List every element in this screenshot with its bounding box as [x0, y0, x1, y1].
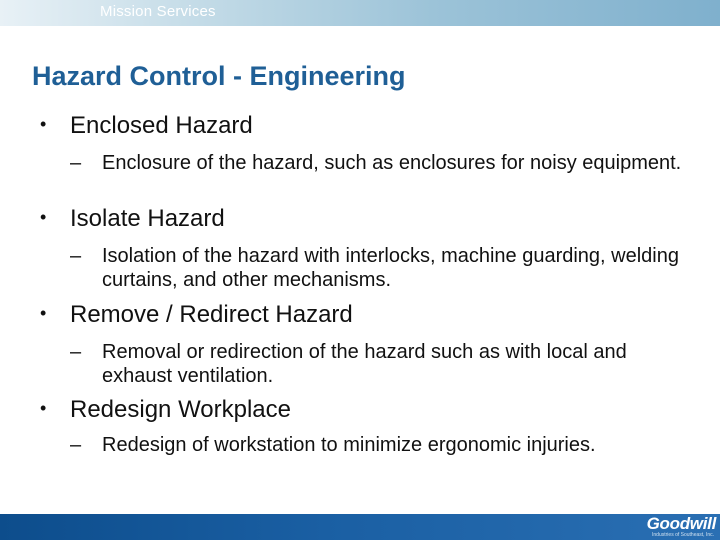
sub-item-isolate-hazard: [70, 244, 690, 292]
logo-wordmark: Goodwill: [646, 514, 716, 533]
bullet-marker: •: [40, 207, 47, 227]
bullet-item-remove-redirect-hazard: [40, 301, 353, 329]
bullet-item-isolate-hazard: [40, 205, 225, 233]
sub-marker: –: [70, 152, 82, 174]
sub-marker: –: [70, 341, 82, 363]
sub-text: Redesign of workstation to minimize ergonomic injuries.: [102, 434, 596, 456]
header-bar: [0, 0, 720, 26]
sub-item-enclosed-hazard: [70, 151, 690, 175]
footer-bar: [0, 514, 720, 540]
sub-text: Enclosure of the hazard, such as enclosures for noisy equipment.: [102, 152, 682, 174]
sub-text: Isolation of the hazard with interlocks, machine guarding, welding curtains, and other mechanisms.: [102, 245, 679, 291]
sub-item-remove-redirect-hazard: [70, 340, 690, 388]
bullet-label: Redesign Workplace: [70, 396, 292, 423]
sub-marker: –: [70, 245, 82, 267]
bullet-item-redesign-workplace: [40, 396, 291, 424]
bullet-marker: •: [40, 398, 47, 418]
logo-tagline: Industries of Southeast, Inc.: [652, 532, 714, 538]
sub-marker: –: [70, 434, 82, 456]
bullet-label: Isolate Hazard: [70, 205, 225, 232]
sub-text: Removal or redirection of the hazard such as with local and exhaust ventilation.: [102, 341, 627, 387]
sub-item-redesign-workplace: [70, 433, 690, 457]
goodwill-logo: [616, 514, 716, 540]
section-label: Mission Services: [100, 3, 216, 20]
bullet-label: Remove / Redirect Hazard: [70, 301, 353, 328]
bullet-label: Enclosed Hazard: [70, 112, 253, 139]
slide-title: Hazard Control - Engineering: [32, 61, 406, 91]
bullet-marker: •: [40, 114, 47, 134]
bullet-marker: •: [40, 303, 47, 323]
bullet-item-enclosed-hazard: [40, 112, 253, 140]
